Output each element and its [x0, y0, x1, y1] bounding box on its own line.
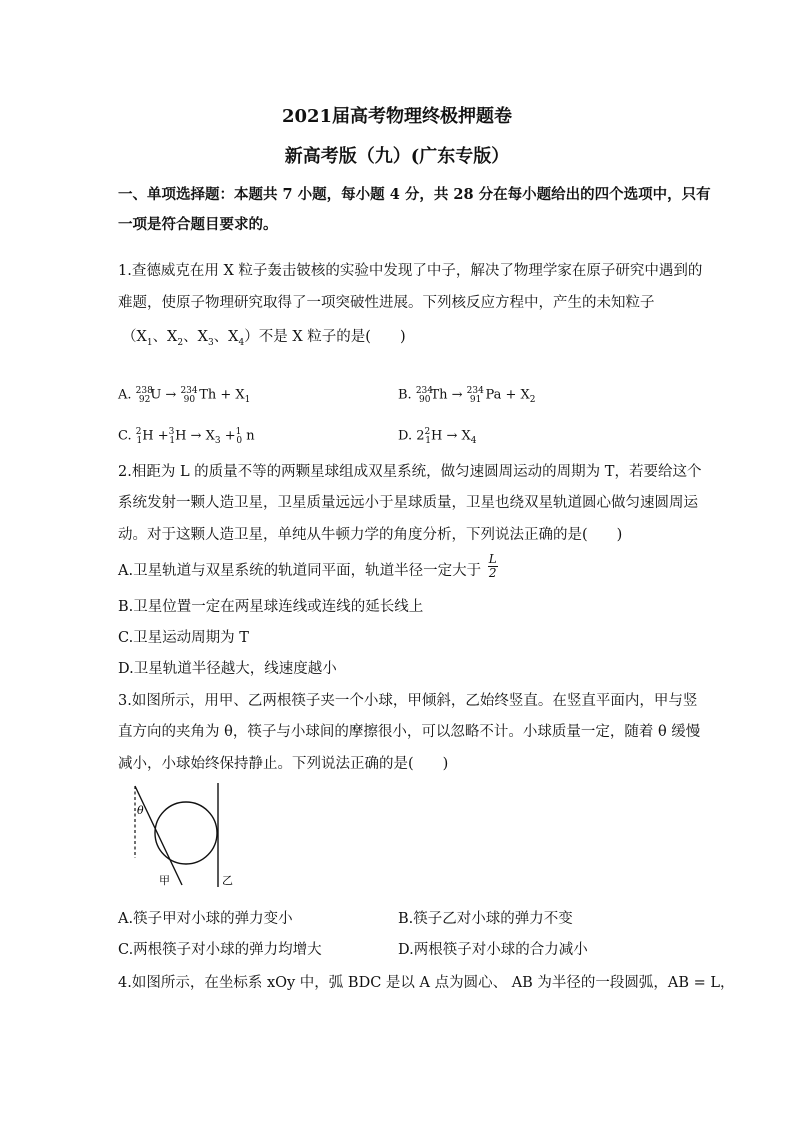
q4-line1: 4.如图所示，在坐标系 xOy 中，弧 BDC 是以 A 点为圆心、 AB 为半径的一段圆弧，AB = L， [118, 975, 735, 991]
fraction-l-over-2: $\frac{L}{2}$ [488, 552, 497, 580]
theta-label: θ [137, 804, 144, 817]
q2-option-a[interactable]: A.卫星轨道与双星系统的轨道同平面，轨道半径一定大于 $\frac{L}{2}$ [118, 552, 497, 580]
section-heading-line1: 一、单项选择题：本题共 7 小题，每小题 4 分，共 28 分在每小题给出的四个选项中，只有 [118, 186, 711, 203]
q3-option-c[interactable]: C.两根筷子对小球的弹力均增大 [118, 942, 322, 958]
q1-option-a[interactable]: A. $^{238}_{92}$U → $^{234}_{90}$ $Th + X_1$ [118, 386, 251, 405]
page-title: 2021届高考物理终极押题卷 [281, 106, 513, 127]
q1-option-b[interactable]: B. $^{234}_{90}$Th → $^{234}_{91}$ $Pa + X_2$ [398, 386, 536, 405]
q3-option-a[interactable]: A.筷子甲对小球的弹力变小 [118, 911, 293, 927]
chopsticks-ball-figure [126, 783, 236, 893]
jia-label: 甲 [159, 874, 170, 887]
q1-line2: 难题，使原子物理研究取得了一项突破性进展。下列核反应方程中，产生的未知粒子 [118, 295, 655, 311]
q2-line2: 系统发射一颗人造卫星，卫星质量远远小于星球质量，卫星也绕双星轨道圆心做匀速圆周运 [118, 495, 698, 511]
q1-line3-end: ）不是 X 粒子的是( ) [244, 329, 406, 345]
q3-line3: 减小，小球始终保持静止。下列说法正确的是( ) [118, 756, 449, 772]
q2-option-d[interactable]: D.卫星轨道半径越大，线速度越小 [118, 661, 337, 677]
q3-line2: 直方向的夹角为 θ，筷子与小球间的摩擦很小，可以忽略不计。小球质量一定，随着 θ 缓慢 [118, 724, 701, 740]
q2-line1: 2.相距为 L 的质量不等的两颗星球组成双星系统，做匀速圆周运动的周期为 T，若要给这个 [118, 464, 702, 480]
yi-label: 乙 [222, 874, 233, 887]
q1-line1: 1.查德威克在用 X 粒子轰击铍核的实验中发现了中子，解决了物理学家在原子研究中遇到的 [118, 263, 703, 279]
q3-line1: 3.如图所示，用甲、乙两根筷子夹一个小球，甲倾斜，乙始终竖直。在竖直平面内，甲与竖 [118, 693, 698, 709]
q1-option-d[interactable]: D. $2^2_1H \to X_4$ [398, 427, 477, 446]
q3-option-d[interactable]: D.两根筷子对小球的合力减小 [398, 942, 588, 958]
q2-line3: 动。对于这颗人造卫星，单纯从牛顿力学的角度分析，下列说法正确的是( ) [118, 527, 623, 543]
q3-option-b[interactable]: B.筷子乙对小球的弹力不变 [398, 911, 573, 927]
q1-line3: （$X_1$、$X_2$、$X_3$、$X_4$）不是 X 粒子的是( ) [122, 329, 406, 348]
q2-option-c[interactable]: C.卫星运动周期为 T [118, 630, 249, 646]
ball [155, 802, 217, 864]
page-subtitle: 新高考版（九）(广东专版） [284, 146, 510, 167]
q1-option-c[interactable]: C. $^2_1H +^3_1H \to X_3 +^1_0$ n [118, 427, 255, 446]
q2-option-b[interactable]: B.卫星位置一定在两星球连线或连线的延长线上 [118, 599, 424, 615]
section-heading-line2: 一项是符合题目要求的。 [118, 216, 278, 233]
chopstick-jia [135, 786, 182, 885]
